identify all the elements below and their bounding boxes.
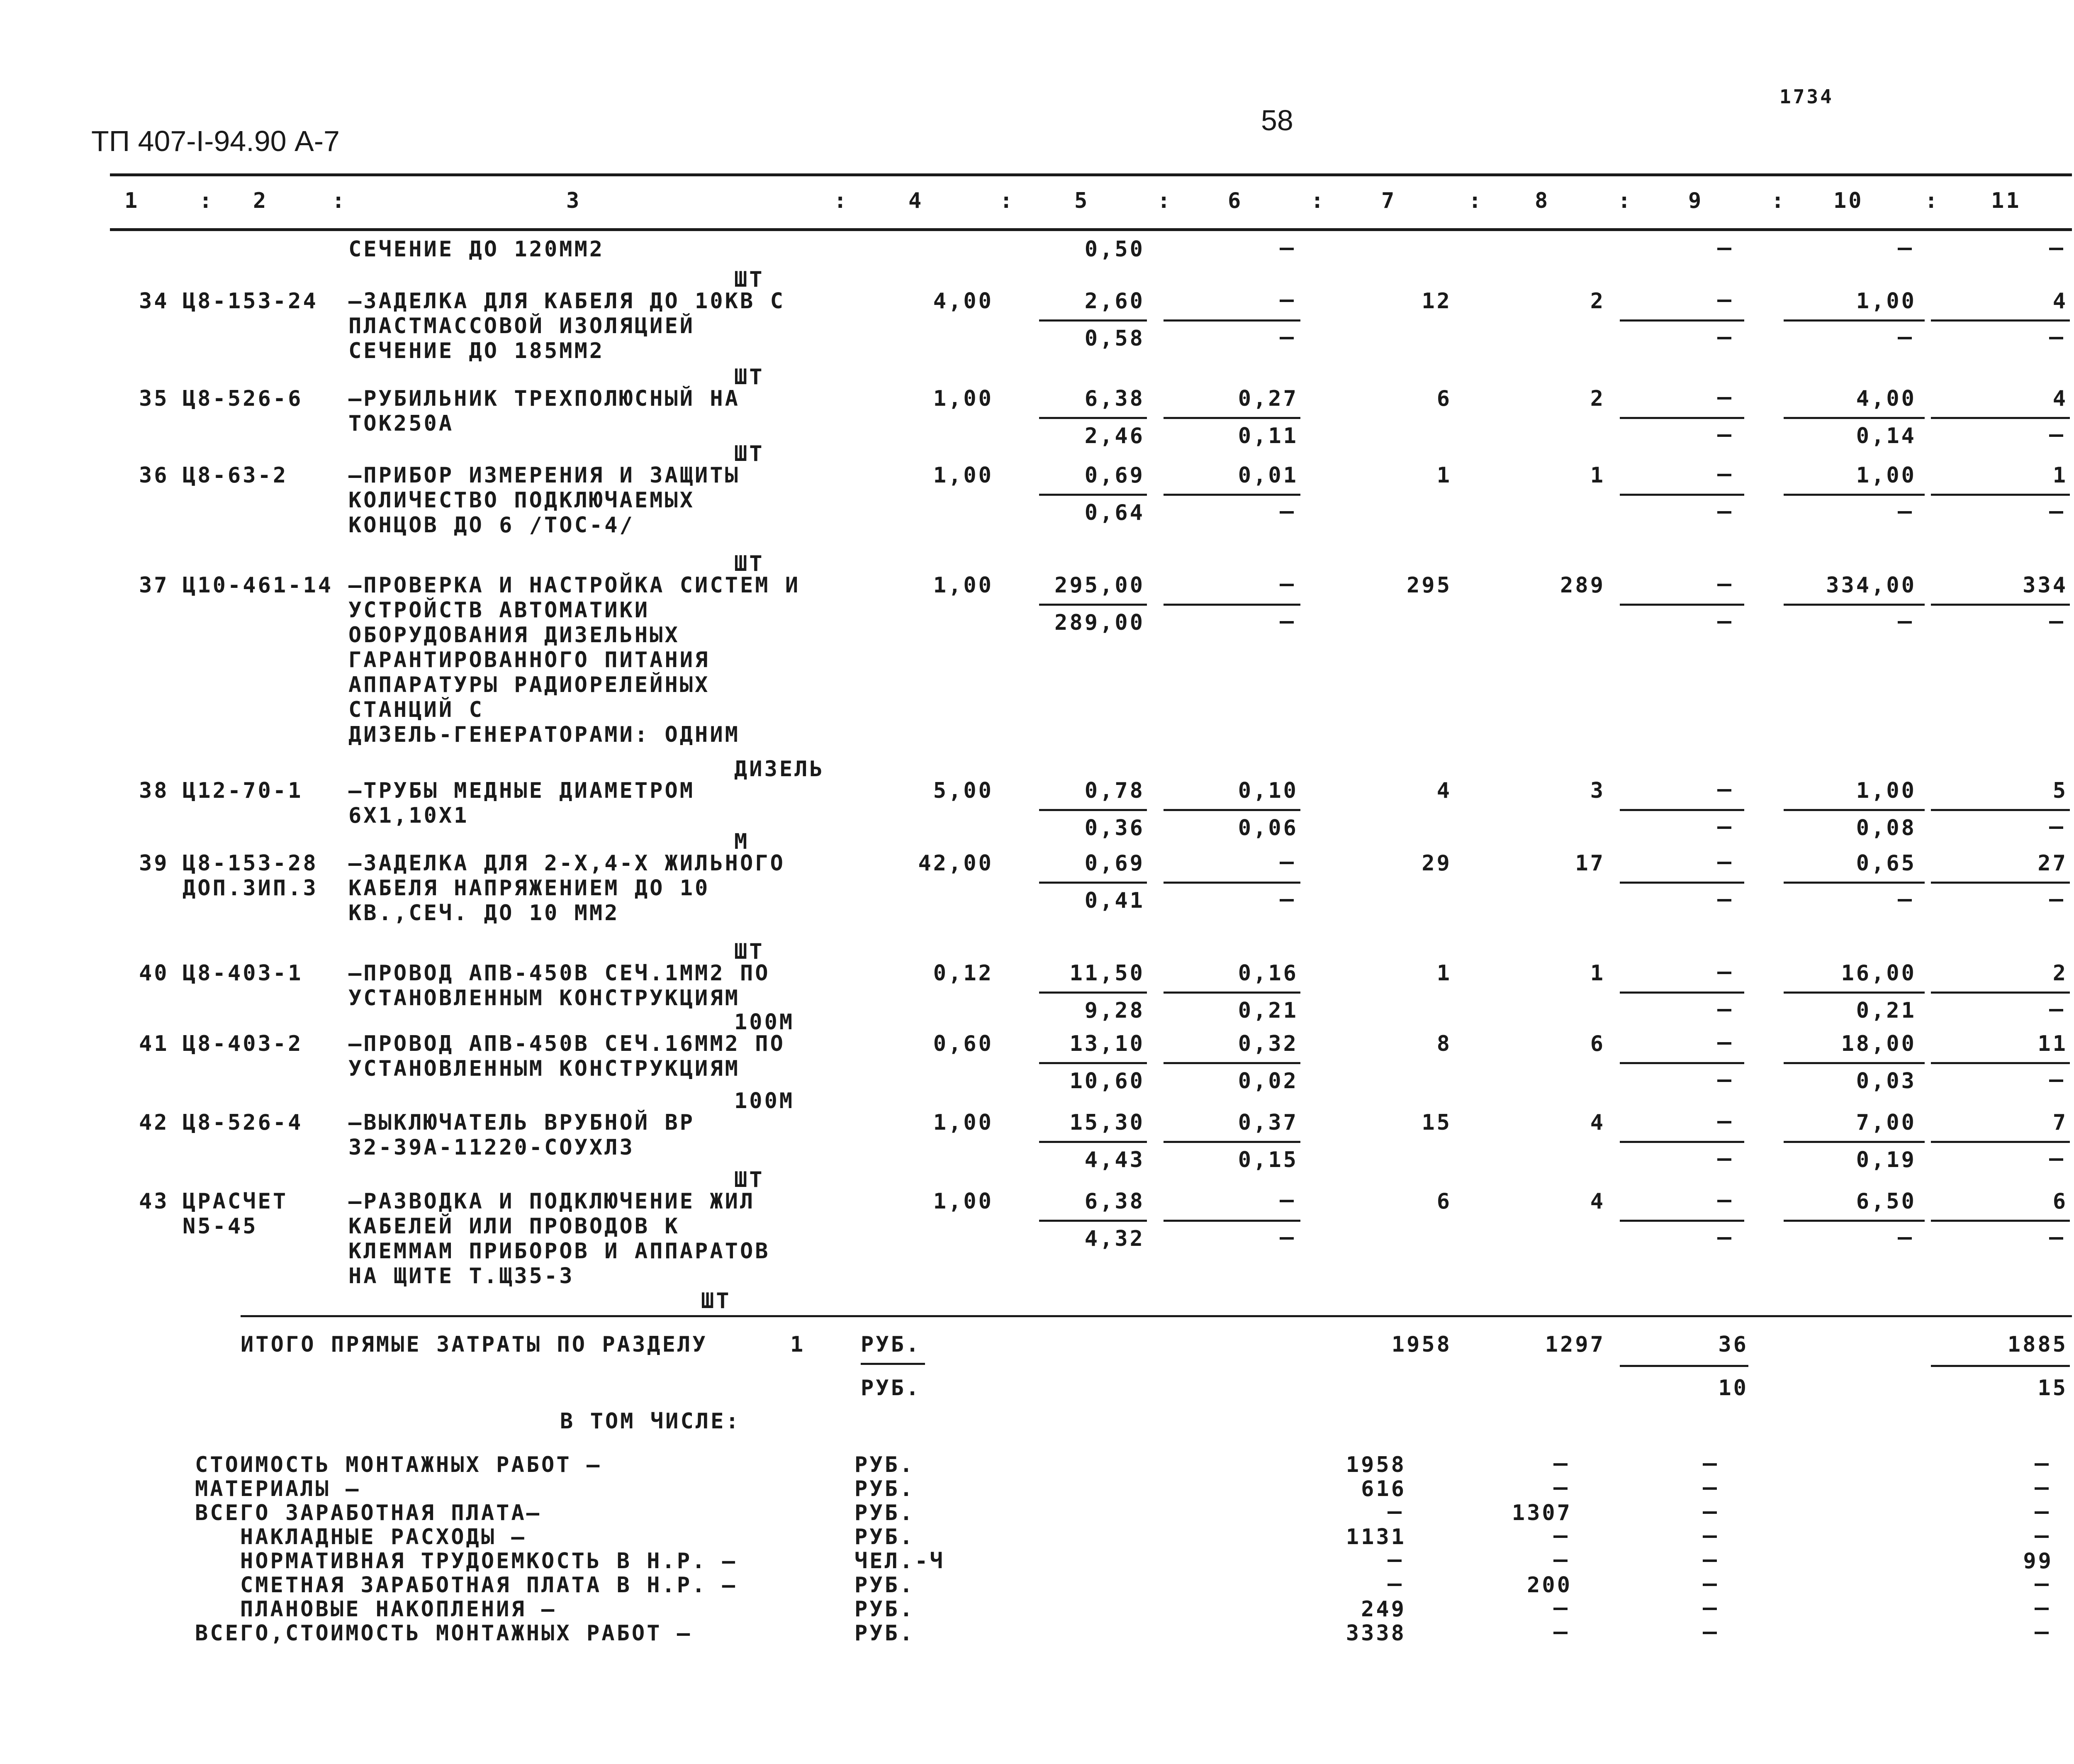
summary-label: НАКЛАДНЫЕ РАСХОДЫ – xyxy=(195,1525,526,1550)
row-number: 40 xyxy=(139,961,169,986)
cell-c7-value: 4 xyxy=(1436,778,1452,803)
cell-c6-value xyxy=(925,1228,1298,1250)
cell-qty-value: 1,00 xyxy=(933,386,993,411)
cell-c5-value: 2,46 xyxy=(1084,424,1145,448)
cell-divider xyxy=(1784,1220,1925,1222)
cell-qty-value: 1,00 xyxy=(933,1110,993,1135)
summary-c11-value xyxy=(1680,1478,2053,1500)
totals-c9-rule xyxy=(1620,1365,1748,1367)
column-separator: : xyxy=(1618,188,1633,213)
cell-c5-value: 0,58 xyxy=(1084,326,1145,351)
summary-c9-value xyxy=(1348,1550,1721,1572)
rate-code: Ц8-63-2 xyxy=(183,463,288,488)
cell-divider xyxy=(1931,1141,2070,1143)
unit-of-measure: ШТ xyxy=(734,441,764,466)
work-description: –ПРОВОД АПВ-450В СЕЧ.1ММ2 ПО xyxy=(348,961,770,986)
column-headers xyxy=(0,187,2074,212)
cell-divider xyxy=(1620,882,1744,884)
summary-label: МАТЕРИАЛЫ – xyxy=(195,1476,361,1501)
summary-c11-value: 99 xyxy=(2023,1549,2053,1574)
work-description: КАБЕЛЯ НАПРЯЖЕНИЕМ ДО 10 xyxy=(348,876,710,901)
cell-divider xyxy=(1784,319,1925,322)
column-separator: : xyxy=(1311,188,1326,213)
cell-c5-value: 4,43 xyxy=(1084,1148,1145,1172)
work-description: 32-39А-11220-СОУХЛ3 xyxy=(348,1135,635,1160)
cell-c6-value xyxy=(925,890,1298,911)
column-separator: : xyxy=(199,188,214,213)
column-header-11: 11 xyxy=(1991,188,2021,213)
work-description: АППАРАТУРЫ РАДИОРЕЛЕЙНЫХ xyxy=(348,672,710,697)
cell-c5-value: 15,30 xyxy=(1069,1110,1145,1135)
column-header-4: 4 xyxy=(908,188,924,213)
summary-c7-value: 1958 xyxy=(1346,1452,1406,1477)
column-header-7: 7 xyxy=(1381,188,1397,213)
cell-c11-value xyxy=(1694,1070,2068,1092)
rate-code: Ц8-403-2 xyxy=(183,1031,303,1056)
work-description: –РАЗВОДКА И ПОДКЛЮЧЕНИЕ ЖИЛ xyxy=(348,1189,755,1214)
summary-unit: РУБ. xyxy=(854,1452,915,1477)
table-header-rule xyxy=(110,228,2072,231)
work-description: КОЛИЧЕСТВО ПОДКЛЮЧАЕМЫХ xyxy=(348,488,695,513)
cell-c11-value xyxy=(1694,612,2068,633)
cell-c5-value: 4,32 xyxy=(1084,1226,1145,1251)
cell-divider xyxy=(1164,1220,1300,1222)
totals-unit-second: РУБ. xyxy=(861,1376,921,1401)
summary-unit: РУБ. xyxy=(854,1597,915,1622)
unit-of-measure: ШТ xyxy=(734,551,764,576)
summary-c9-value xyxy=(1348,1574,1721,1596)
summary-unit: РУБ. xyxy=(854,1525,915,1550)
work-description: УСТАНОВЛЕННЫМ КОНСТРУКЦИЯМ xyxy=(348,1056,740,1081)
totals-label: ИТОГО ПРЯМЫЕ ЗАТРАТЫ ПО РАЗДЕЛУ xyxy=(241,1332,708,1357)
cell-divider xyxy=(1931,604,2070,606)
summary-c11-value xyxy=(1680,1526,2053,1548)
summary-c9-value xyxy=(1348,1454,1721,1476)
cell-c8-value: 4 xyxy=(1590,1189,1605,1214)
cell-c5-value: 9,28 xyxy=(1084,998,1145,1023)
work-description: СЕЧЕНИЕ ДО 185ММ2 xyxy=(348,339,605,363)
cell-c8-value: 289 xyxy=(1560,573,1605,598)
totals-c9-value: 36 xyxy=(1718,1332,1748,1357)
cell-c5-value: 0,69 xyxy=(1084,463,1145,488)
cell-qty-value: 5,00 xyxy=(933,778,993,803)
cell-divider xyxy=(1784,417,1925,419)
work-description: КОНЦОВ ДО 6 /ТОС-4/ xyxy=(348,513,635,538)
cell-divider xyxy=(1620,1062,1744,1064)
cell-c10-value: 16,00 xyxy=(1841,961,1916,986)
cell-c10-value: 1,00 xyxy=(1856,289,1916,314)
cell-divider xyxy=(1620,1141,1744,1143)
cell-qty-value: 4,00 xyxy=(933,289,993,314)
column-header-1: 1 xyxy=(124,188,140,213)
cell-c11-value xyxy=(1694,817,2068,839)
cell-c11-value xyxy=(1694,1149,2068,1171)
cell-divider xyxy=(1620,992,1744,994)
cell-c10-value: 0,08 xyxy=(1856,816,1916,841)
cell-c7-value: 6 xyxy=(1436,1189,1452,1214)
cell-divider xyxy=(1164,809,1300,811)
summary-unit: РУБ. xyxy=(854,1501,915,1525)
cell-c11-value: 7 xyxy=(2052,1110,2068,1135)
cell-c5-value: 0,69 xyxy=(1084,851,1145,876)
cell-c5-value: 10,60 xyxy=(1069,1069,1145,1094)
totals-c9-second: 10 xyxy=(1718,1376,1748,1401)
cell-c8-value: 3 xyxy=(1590,778,1605,803)
unit-of-measure: ШТ xyxy=(734,267,764,292)
totals-c8-value: 1297 xyxy=(1545,1332,1605,1357)
column-header-10: 10 xyxy=(1833,188,1864,213)
cell-c11-value: 4 xyxy=(2052,386,2068,411)
cell-divider xyxy=(1784,992,1925,994)
cell-c10-value: 0,14 xyxy=(1856,424,1916,448)
summary-c11-value xyxy=(1680,1598,2053,1620)
cell-c6-value: 0,32 xyxy=(1238,1031,1298,1056)
cell-divider xyxy=(1039,809,1147,811)
row-number: 36 xyxy=(139,463,169,488)
cell-c10-value: 1,00 xyxy=(1856,463,1916,488)
work-description: ПЛАСТМАССОВОЙ ИЗОЛЯЦИЕЙ xyxy=(348,314,695,339)
work-description: –РУБИЛЬНИК ТРЕХПОЛЮСНЫЙ НА xyxy=(348,386,740,411)
cell-divider xyxy=(1164,1062,1300,1064)
cell-qty-value: 1,00 xyxy=(933,1189,993,1214)
cell-divider xyxy=(1164,417,1300,419)
summary-label: ВСЕГО,СТОИМОСТЬ МОНТАЖНЫХ РАБОТ – xyxy=(195,1621,692,1646)
cell-c10-value: 7,00 xyxy=(1856,1110,1916,1135)
cell-c5-value: 289,00 xyxy=(1054,610,1145,635)
summary-unit: РУБ. xyxy=(854,1621,915,1646)
summary-c8-value: 200 xyxy=(1527,1573,1572,1598)
cell-c6-value: 0,27 xyxy=(1238,386,1298,411)
work-description: 6Х1,10Х1 xyxy=(348,803,469,828)
work-description: УСТАНОВЛЕННЫМ КОНСТРУКЦИЯМ xyxy=(348,986,740,1011)
cell-divider xyxy=(1039,604,1147,606)
cell-c10-value: 0,21 xyxy=(1856,998,1916,1023)
unit-of-measure: 100М xyxy=(734,1089,795,1113)
cell-c8-value: 4 xyxy=(1590,1110,1605,1135)
work-description: ГАРАНТИРОВАННОГО ПИТАНИЯ xyxy=(348,648,710,672)
cell-c11-value xyxy=(1694,239,2068,260)
rate-code: Ц8-526-6 xyxy=(183,386,303,411)
cell-divider xyxy=(1784,1062,1925,1064)
row-number: 43 xyxy=(139,1189,169,1214)
cell-c11-value: 2 xyxy=(2052,961,2068,986)
cell-c11-value xyxy=(1694,425,2068,447)
summary-unit: ЧЕЛ.-Ч xyxy=(854,1549,945,1574)
cell-c6-value: 0,06 xyxy=(1238,816,1298,841)
cell-c5-value: 0,50 xyxy=(1084,237,1145,262)
summary-label: НОРМАТИВНАЯ ТРУДОЕМКОСТЬ В Н.Р. – xyxy=(195,1549,738,1574)
summary-c7-value: 616 xyxy=(1361,1476,1406,1501)
work-description: СЕЧЕНИЕ ДО 120ММ2 xyxy=(348,237,605,262)
totals-c11-rule xyxy=(1931,1365,2070,1367)
work-description: КВ.,СЕЧ. ДО 10 ММ2 xyxy=(348,901,620,926)
cell-c7-value: 6 xyxy=(1436,386,1452,411)
row-number: 35 xyxy=(139,386,169,411)
rate-code: ЦРАСЧЕТ xyxy=(183,1189,288,1214)
rate-code-extra: N5-45 xyxy=(183,1214,258,1239)
cell-c6-value xyxy=(925,502,1298,524)
cell-divider xyxy=(1164,1141,1300,1143)
column-header-6: 6 xyxy=(1228,188,1243,213)
summary-label: СТОИМОСТЬ МОНТАЖНЫХ РАБОТ – xyxy=(195,1452,602,1477)
cell-c8-value: 1 xyxy=(1590,961,1605,986)
cell-c10-value: 334,00 xyxy=(1826,573,1916,598)
column-separator: : xyxy=(1925,188,1940,213)
row-number: 38 xyxy=(139,778,169,803)
cell-c8-value: 1 xyxy=(1590,463,1605,488)
cell-c6-value: 0,01 xyxy=(1238,463,1298,488)
summary-c11-value xyxy=(1680,1502,2053,1524)
cell-c11-value: 4 xyxy=(2052,289,2068,314)
unit-of-measure: ШТ xyxy=(734,365,764,390)
cell-divider xyxy=(1620,809,1744,811)
cell-divider xyxy=(1039,1062,1147,1064)
summary-c9-value xyxy=(1348,1598,1721,1620)
cell-c10-value: 4,00 xyxy=(1856,386,1916,411)
cell-c7-value: 295 xyxy=(1407,573,1452,598)
cell-divider xyxy=(1039,992,1147,994)
cell-c11-value xyxy=(1694,328,2068,349)
cell-c5-value: 295,00 xyxy=(1054,573,1145,598)
rate-code: Ц8-403-1 xyxy=(183,961,303,986)
cell-c5-value: 2,60 xyxy=(1084,289,1145,314)
cell-c6-value: 0,02 xyxy=(1238,1069,1298,1094)
work-description: КЛЕММАМ ПРИБОРОВ И АППАРАТОВ xyxy=(348,1239,770,1264)
table-top-rule xyxy=(110,173,2072,176)
cell-divider xyxy=(1931,319,2070,322)
work-description: КАБЕЛЕЙ ИЛИ ПРОВОДОВ К xyxy=(348,1214,680,1239)
cell-c6-value xyxy=(925,328,1298,349)
cell-c5-value: 0,41 xyxy=(1084,888,1145,913)
cell-c11-value: 11 xyxy=(2037,1031,2068,1056)
cell-divider xyxy=(1784,809,1925,811)
cell-c11-value xyxy=(1694,890,2068,911)
cell-c5-value: 11,50 xyxy=(1069,961,1145,986)
cell-divider xyxy=(1784,1141,1925,1143)
totals-unit-rule xyxy=(861,1363,925,1365)
cell-qty-value: 1,00 xyxy=(933,463,993,488)
cell-c8-value: 2 xyxy=(1590,386,1605,411)
column-separator: : xyxy=(1157,188,1173,213)
cell-c10-value: 6,50 xyxy=(1856,1189,1916,1214)
column-separator: : xyxy=(834,188,849,213)
cell-c8-value: 6 xyxy=(1590,1031,1605,1056)
unit-of-measure: М xyxy=(734,829,750,854)
rate-code: Ц12-70-1 xyxy=(183,778,303,803)
row-number: 39 xyxy=(139,851,169,876)
summary-c11-value xyxy=(1680,1574,2053,1596)
column-header-8: 8 xyxy=(1535,188,1550,213)
cell-qty-value: 0,12 xyxy=(933,961,993,986)
work-description: –ТРУБЫ МЕДНЫЕ ДИАМЕТРОМ xyxy=(348,778,695,803)
work-description: ОБОРУДОВАНИЯ ДИЗЕЛЬНЫХ xyxy=(348,623,680,648)
row-number: 41 xyxy=(139,1031,169,1056)
cell-c8-value: 2 xyxy=(1590,289,1605,314)
totals-unit: РУБ. xyxy=(861,1332,921,1357)
work-description: НА ЩИТЕ Т.Щ35-3 xyxy=(348,1264,574,1289)
cell-c10-value: 0,65 xyxy=(1856,851,1916,876)
work-description: СТАНЦИЙ С xyxy=(348,697,484,722)
work-description: ТОК250А xyxy=(348,411,454,436)
rate-code-extra: ДОП.ЗИП.3 xyxy=(183,876,318,901)
summary-label: ПЛАНОВЫЕ НАКОПЛЕНИЯ – xyxy=(195,1597,557,1622)
cell-divider xyxy=(1039,417,1147,419)
cell-divider xyxy=(1620,319,1744,322)
cell-c6-value: 0,21 xyxy=(1238,998,1298,1023)
including-label: В ТОМ ЧИСЛЕ: xyxy=(560,1409,741,1434)
work-description: –ЗАДЕЛКА ДЛЯ 2-Х,4-Х ЖИЛЬНОГО xyxy=(348,851,785,876)
cell-divider xyxy=(1620,494,1744,496)
totals-section: 1 xyxy=(790,1332,806,1357)
totals-c11-value: 1885 xyxy=(2007,1332,2068,1357)
cell-c11-value: 334 xyxy=(2023,573,2068,598)
cell-c6-value xyxy=(925,239,1298,260)
cell-divider xyxy=(1164,992,1300,994)
cell-c6-value: 0,15 xyxy=(1238,1148,1298,1172)
cell-c5-value: 6,38 xyxy=(1084,386,1145,411)
rate-code: Ц8-153-24 xyxy=(183,289,318,314)
summary-c9-value xyxy=(1348,1526,1721,1548)
summary-c7-value: 249 xyxy=(1361,1597,1406,1622)
work-description: ДИЗЕЛЬ-ГЕНЕРАТОРАМИ: ОДНИМ xyxy=(348,722,740,747)
summary-c9-value xyxy=(1348,1478,1721,1500)
cell-c11-value xyxy=(1694,1228,2068,1250)
cell-c5-value: 6,38 xyxy=(1084,1189,1145,1214)
summary-unit: РУБ. xyxy=(854,1476,915,1501)
cell-c10-value: 1,00 xyxy=(1856,778,1916,803)
column-header-5: 5 xyxy=(1074,188,1090,213)
column-separator: : xyxy=(332,188,347,213)
cell-qty-value: 0,60 xyxy=(933,1031,993,1056)
cell-divider xyxy=(1039,882,1147,884)
cell-divider xyxy=(1931,809,2070,811)
column-header-2: 2 xyxy=(253,188,268,213)
cell-c6-value xyxy=(925,612,1298,633)
cell-divider xyxy=(1620,417,1744,419)
row-number: 37 xyxy=(139,573,169,598)
cell-divider xyxy=(1784,494,1925,496)
cell-divider xyxy=(1931,1220,2070,1222)
work-description: –ЗАДЕЛКА ДЛЯ КАБЕЛЯ ДО 10КВ С xyxy=(348,289,785,314)
rate-code: Ц8-153-28 xyxy=(183,851,318,876)
cell-c7-value: 12 xyxy=(1422,289,1452,314)
cell-c5-value: 0,78 xyxy=(1084,778,1145,803)
summary-c11-value xyxy=(1680,1454,2053,1476)
cell-c7-value: 1 xyxy=(1436,961,1452,986)
summary-c9-value xyxy=(1348,1502,1721,1524)
cell-divider xyxy=(1931,417,2070,419)
cell-divider xyxy=(1039,1141,1147,1143)
column-separator: : xyxy=(1000,188,1015,213)
cell-divider xyxy=(1164,882,1300,884)
cell-divider xyxy=(1784,882,1925,884)
cell-c11-value: 27 xyxy=(2037,851,2068,876)
unit-of-measure: 100М xyxy=(734,1010,795,1035)
cell-c11-value: 5 xyxy=(2052,778,2068,803)
summary-c11-value xyxy=(1680,1623,2053,1644)
totals-c7-value: 1958 xyxy=(1391,1332,1452,1357)
cell-c7-value: 1 xyxy=(1436,463,1452,488)
totals-c11-second: 15 xyxy=(2037,1376,2068,1401)
work-description: –ПРИБОР ИЗМЕРЕНИЯ И ЗАЩИТЫ xyxy=(348,463,740,488)
cell-c10-value: 0,03 xyxy=(1856,1069,1916,1094)
rate-code: Ц10-461-14 xyxy=(183,573,333,598)
summary-c7-value: 1131 xyxy=(1346,1525,1406,1550)
cell-divider xyxy=(1931,1062,2070,1064)
cell-divider xyxy=(1039,494,1147,496)
cell-c5-value: 0,36 xyxy=(1084,816,1145,841)
cell-c11-value: 6 xyxy=(2052,1189,2068,1214)
cell-divider xyxy=(1931,992,2070,994)
cell-c6-value: 0,16 xyxy=(1238,961,1298,986)
summary-label: СМЕТНАЯ ЗАРАБОТНАЯ ПЛАТА В Н.Р. – xyxy=(195,1573,738,1598)
cell-c8-value: 17 xyxy=(1575,851,1605,876)
cell-c5-value: 13,10 xyxy=(1069,1031,1145,1056)
cell-qty-value: 1,00 xyxy=(933,573,993,598)
work-description: УСТРОЙСТВ АВТОМАТИКИ xyxy=(348,598,650,623)
summary-label: ВСЕГО ЗАРАБОТНАЯ ПЛАТА– xyxy=(195,1501,542,1525)
cell-divider xyxy=(1164,494,1300,496)
cell-c10-value: 18,00 xyxy=(1841,1031,1916,1056)
cell-c7-value: 15 xyxy=(1422,1110,1452,1135)
cell-divider xyxy=(1931,494,2070,496)
cell-c6-value: 0,11 xyxy=(1238,424,1298,448)
cell-divider xyxy=(1931,882,2070,884)
totals-top-rule xyxy=(241,1315,2072,1317)
cell-divider xyxy=(1620,1220,1744,1222)
cell-divider xyxy=(1164,319,1300,322)
summary-c9-value xyxy=(1348,1623,1721,1644)
unit-of-measure: ШТ xyxy=(734,939,764,964)
row-number: 42 xyxy=(139,1110,169,1135)
summary-c7-value: 3338 xyxy=(1346,1621,1406,1646)
row-number: 34 xyxy=(139,289,169,314)
cell-qty-value: 42,00 xyxy=(918,851,993,876)
column-separator: : xyxy=(1468,188,1484,213)
work-description: –ПРОВОД АПВ-450В СЕЧ.16ММ2 ПО xyxy=(348,1031,785,1056)
cell-c11-value xyxy=(1694,1000,2068,1021)
cell-divider xyxy=(1039,319,1147,322)
work-description: –ВЫКЛЮЧАТЕЛЬ ВРУБНОЙ ВР xyxy=(348,1110,695,1135)
unit-of-measure: ШТ xyxy=(734,1167,764,1192)
column-separator: : xyxy=(1771,188,1787,213)
column-header-9: 9 xyxy=(1688,188,1704,213)
document-code: ТП 407-I-94.90 А-7 xyxy=(91,125,340,157)
unit-of-measure: ДИЗЕЛЬ xyxy=(734,757,825,782)
cell-c7-value: 29 xyxy=(1422,851,1452,876)
sheet-number: 1734 xyxy=(1779,85,1834,108)
rate-code: Ц8-526-4 xyxy=(183,1110,303,1135)
cell-c5-value: 0,64 xyxy=(1084,500,1145,525)
work-description: –ПРОВЕРКА И НАСТРОЙКА СИСТЕМ И xyxy=(348,573,801,598)
cell-c6-value: 0,10 xyxy=(1238,778,1298,803)
cell-divider xyxy=(1039,1220,1147,1222)
cell-c10-value: 0,19 xyxy=(1856,1148,1916,1172)
unit-of-measure: ШТ xyxy=(701,1289,731,1313)
cell-divider xyxy=(1164,604,1300,606)
cell-c7-value: 8 xyxy=(1436,1031,1452,1056)
cell-divider xyxy=(1620,604,1744,606)
summary-unit: РУБ. xyxy=(854,1573,915,1598)
cell-c11-value xyxy=(1694,502,2068,524)
cell-c6-value: 0,37 xyxy=(1238,1110,1298,1135)
page-number: 58 xyxy=(1261,104,1293,136)
cell-divider xyxy=(1784,604,1925,606)
column-header-3: 3 xyxy=(566,188,582,213)
summary-c8-value: 1307 xyxy=(1512,1501,1572,1525)
cell-c11-value: 1 xyxy=(2052,463,2068,488)
